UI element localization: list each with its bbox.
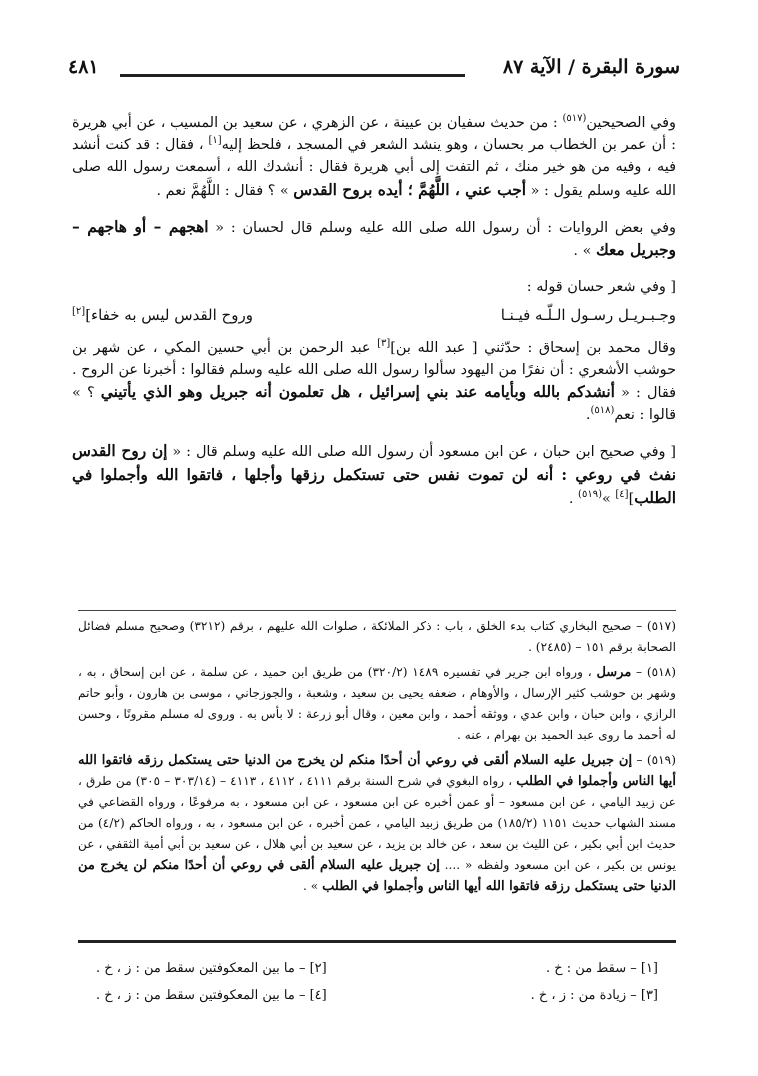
paragraph-poem-intro bbox=[72, 276, 676, 298]
note-3: [٣] – زيادة من : ز ، خ . bbox=[530, 988, 658, 1003]
hadith-quote: إن جبريل عليه السلام ألقى في روعي أن أحدًا منكم لن يخرج من الدنيا حتى يستكمل رزقه فاتقوا الله أيها الناس وأجملوا في الطلب bbox=[78, 858, 676, 894]
text: (٥١٩) – bbox=[636, 753, 676, 767]
editor-notes bbox=[96, 955, 658, 1009]
notes-separator bbox=[78, 940, 676, 943]
note-ref-2[interactable]: [٢] bbox=[72, 306, 86, 318]
text: ، فقال : قد كنت أنشد فيه ، وفيه من هو خير منك ، ثم التفت إلى أبي هريرة فقال : أنشدك الله ، أسمعت رسول الله صلى الله عليه وسلم يقول : « bbox=[72, 137, 676, 199]
text: [ وفي شعر حسان قوله : bbox=[526, 279, 676, 296]
footnotes bbox=[78, 616, 676, 901]
header-rule bbox=[120, 74, 465, 77]
text: عبد الرحمن بن أبي حسين المكي ، عن شهر بن حوشب الأشعري : أن نفرًا من اليهود سألوا رسول الله صلى الله عليه وسلم فقالوا : أخبرنا عن الروح . فقال : « bbox=[72, 339, 677, 402]
poem-verse bbox=[72, 304, 676, 326]
note-ref-3[interactable]: [٣] bbox=[377, 337, 391, 349]
text: ؟ » قالوا : نعم bbox=[72, 385, 676, 424]
text: وفي بعض الروايات : أن رسول الله صلى الله عليه وسلم قال لحسان : « bbox=[215, 219, 676, 236]
footnote-ref-518[interactable]: (٥١٨) bbox=[590, 405, 615, 417]
text: » bbox=[601, 490, 611, 507]
text: وروح القدس ليس به خفاء bbox=[91, 306, 253, 325]
page-header bbox=[68, 56, 680, 86]
footnote-ref-519[interactable]: (٥١٩) bbox=[578, 489, 602, 501]
bracket: ] bbox=[628, 490, 635, 507]
hadith-quote: أجب عني ، اللَّهُمَّ ؛ أيده بروح القدس bbox=[293, 180, 527, 199]
text: (٥١٧) – صحيح البخاري كتاب بدء الخلق ، باب : ذكر الملائكة ، صلوات الله عليهم ، برقم (٣٢١٢) وصحيح مسلم فضائل الصحابة برقم ١٥١ – (٢٤٨٥) . bbox=[78, 619, 676, 654]
page-number: ٤٨١ bbox=[68, 56, 99, 78]
note-4: [٤] – ما بين المعكوفتين سقط من : ز ، خ . bbox=[96, 988, 327, 1003]
text: » . bbox=[573, 243, 592, 260]
hadith-quote: أنشدكم بالله وبأيامه عند بني إسرائيل ، هل تعلمون أنه جبريل وهو الذي يأتيني bbox=[100, 383, 615, 402]
text: (٥١٨) – bbox=[636, 665, 676, 679]
note-1: [١] – سقط من : خ . bbox=[546, 961, 658, 976]
grading: مرسل bbox=[596, 665, 632, 680]
poem-hemistich-1: وجـبـريـل رسـول الـلّـه فيـنـا bbox=[500, 306, 676, 325]
footnote-separator bbox=[78, 610, 676, 611]
notes-row bbox=[96, 982, 658, 1009]
main-text bbox=[72, 112, 676, 524]
paragraph-ibn-hibban bbox=[72, 440, 676, 510]
footnote-ref-517[interactable]: (٥١٧) bbox=[562, 113, 587, 125]
hadith-quote: إن روح القدس نفث في روعي : أنه لن تموت نفس حتى تستكمل رزقها وأجلها ، فاتقوا الله وأجملوا في الطلب bbox=[72, 442, 676, 507]
text: » ؟ فقال : اللَّهُمَّ نعم . bbox=[156, 182, 289, 199]
footnote-518 bbox=[78, 662, 676, 746]
text: ، ورواه ابن جرير في تفسيره ١٤٨٩ (٣٢٠/٢) من طريق ابن حميد ، عن سلمة ، عن ابن إسحاق ، به ، وشهر بن حوشب كثير الإرسال ، والأوهام ، ضعفه يحيى بن سعيد ، وشعبة ، والجوزجاني ، موسى بن هارون ، وأبو حاتم الرازي ، وابن حبان ، وابن عدي ، ووثقه أحمد ، وابن معين ، وقال أبو زرعة : لا بأس به . وروى له مسلم مقرونًا ، وحسن له أحمد ما روى عبد الحميد بن بهرام ، عنه . bbox=[78, 665, 676, 742]
paragraph-ibn-ishaq bbox=[72, 337, 676, 427]
notes-row bbox=[96, 955, 658, 982]
bracket: ] bbox=[85, 306, 92, 325]
hadith-quote: اهجهم – أو هاجهم – وجبريل معك bbox=[72, 217, 676, 260]
bracket: ] bbox=[390, 339, 396, 356]
text: ، رواه البغوي في شرح السنة برقم ٤١١١ ، ٤١١٢ ، ٤١١٣ – (٣٠٣/١٤ – ٣٠٥) من طرق ، عن زبيد اليامي ، عن ابن مسعود – أو عمن أخبره عن ابن مسعود ، عن ابن مسعود ، به مرفوعًا ، ورواه القضاعي في مسند الشهاب حديث ١١٥١ (١٨٥/٢) من طريق زبيد اليامي ، عمن أخبره ، عن ابن مسعود ، به ، ورواه الحاكم (٤/٢) من حديث ابن أبي بكير ، عن الليث بن سعد ، عن خالد بن يزيد ، عن سعيد بن أبي هلال ، عن سعيد بن أبي أمية الثقفي ، عن يونس بن بكير ، عن ابن مسعود ولفظه « .... bbox=[78, 774, 676, 872]
note-ref-4[interactable]: [٤] bbox=[615, 489, 629, 501]
text: وقال محمد بن إسحاق : حدّثني [ عبد الله بن bbox=[395, 339, 677, 356]
text: . bbox=[585, 407, 591, 424]
text: وفي الصحيحين bbox=[586, 115, 676, 131]
footnote-519 bbox=[78, 750, 676, 897]
text: [ وفي صحيح ابن حبان ، عن ابن مسعود أن رسول الله صلى الله عليه وسلم قال : « bbox=[172, 444, 676, 461]
text: : من حديث سفيان بن عيينة ، عن الزهري ، عن سعيد بن المسيب ، عن أبي هريرة : أن عمر بن الخطاب مر بحسان ، وهو ينشد الشعر في المسجد ، فلحظ إليه bbox=[72, 115, 676, 154]
poem-hemistich-2 bbox=[72, 304, 253, 326]
note-2: [٢] – ما بين المعكوفتين سقط من : ز ، خ . bbox=[96, 961, 327, 976]
grading: إن جبريل عليه السلام ألقى في روعي أن أحدًا منكم لن يخرج من الدنيا حتى يستكمل رزقه فاتقوا الله أيها الناس وأجملوا في الطلب bbox=[78, 753, 676, 789]
surah-title: سورة البقرة / الآية ٨٧ bbox=[502, 56, 680, 78]
note-ref-1[interactable]: [١] bbox=[208, 135, 222, 147]
text: . bbox=[568, 490, 574, 507]
paragraph-sahihayn bbox=[72, 112, 676, 202]
footnote-517 bbox=[78, 616, 676, 658]
paragraph-riwayat bbox=[72, 216, 676, 262]
text: » . bbox=[303, 879, 319, 893]
